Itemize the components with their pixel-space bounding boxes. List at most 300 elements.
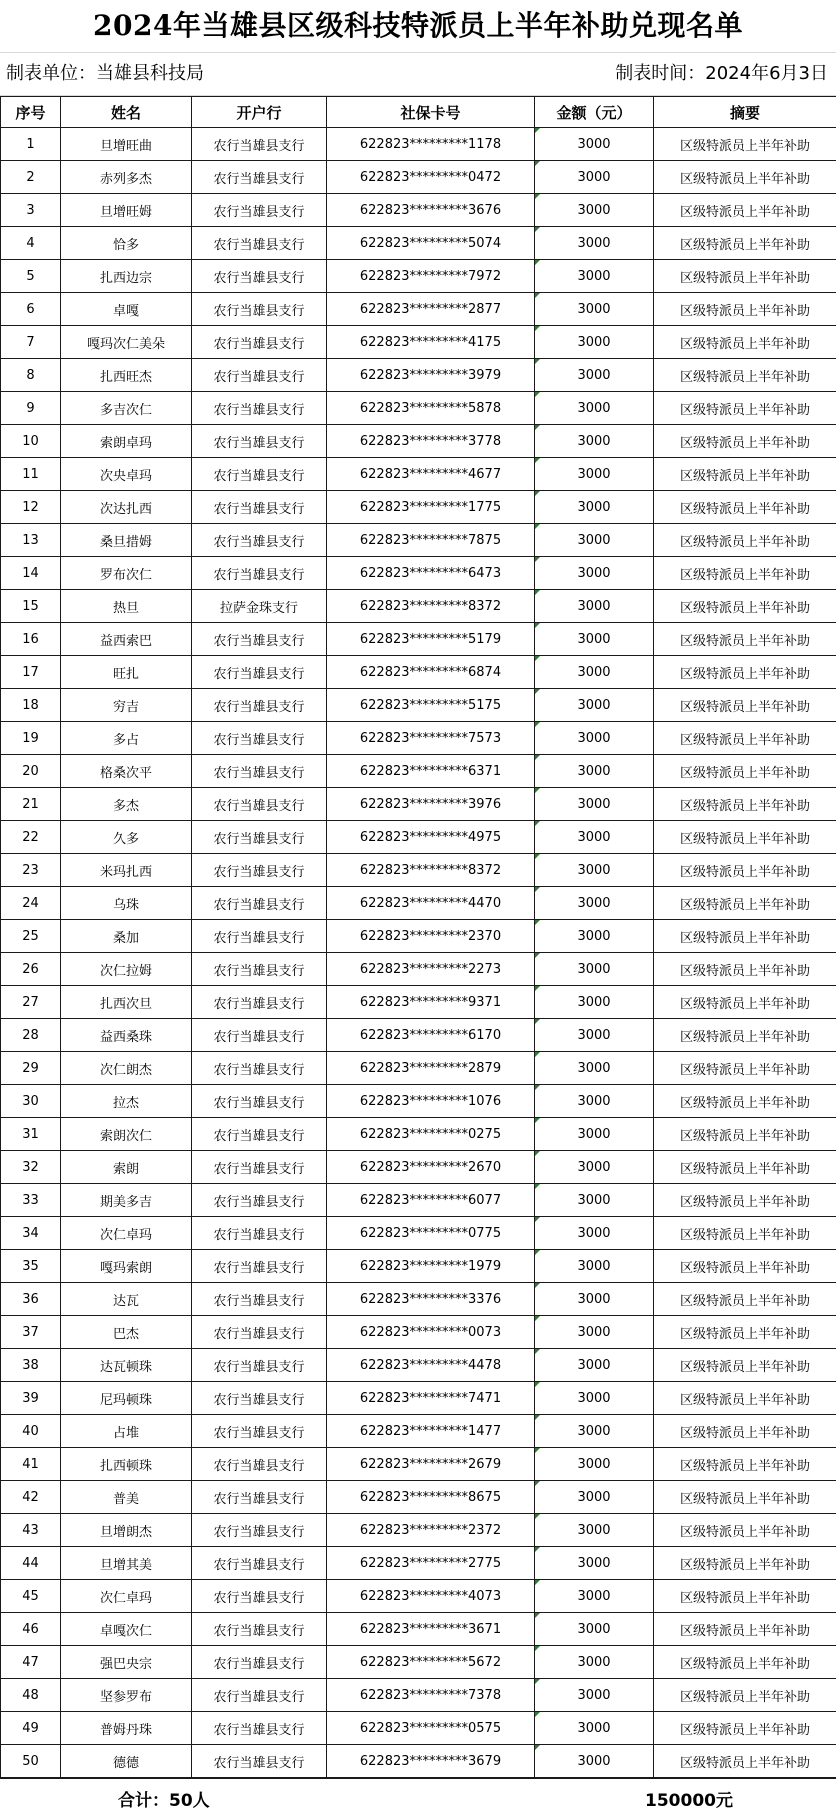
cell-name[interactable]: 期美多吉: [61, 1184, 192, 1217]
cell-seq[interactable]: 14: [1, 557, 61, 590]
cell-card[interactable]: 622823*********8372: [327, 590, 535, 623]
cell-name[interactable]: 米玛扎西: [61, 854, 192, 887]
cell-bank[interactable]: 农行当雄县支行: [192, 1646, 327, 1679]
cell-card[interactable]: 622823*********2273: [327, 953, 535, 986]
cell-name[interactable]: 索朗次仁: [61, 1118, 192, 1151]
cell-amount[interactable]: 3000: [535, 293, 654, 326]
cell-name[interactable]: 次央卓玛: [61, 458, 192, 491]
cell-amount[interactable]: 3000: [535, 1679, 654, 1712]
cell-name[interactable]: 扎西旺杰: [61, 359, 192, 392]
cell-amount[interactable]: 3000: [535, 755, 654, 788]
cell-seq[interactable]: 30: [1, 1085, 61, 1118]
cell-card[interactable]: 622823*********0775: [327, 1217, 535, 1250]
cell-bank[interactable]: 农行当雄县支行: [192, 920, 327, 953]
cell-card[interactable]: 622823*********2670: [327, 1151, 535, 1184]
cell-seq[interactable]: 24: [1, 887, 61, 920]
cell-card[interactable]: 622823*********4478: [327, 1349, 535, 1382]
cell-card[interactable]: 622823*********3976: [327, 788, 535, 821]
cell-seq[interactable]: 21: [1, 788, 61, 821]
cell-amount[interactable]: 3000: [535, 920, 654, 953]
cell-card[interactable]: 622823*********4470: [327, 887, 535, 920]
cell-name[interactable]: 多杰: [61, 788, 192, 821]
cell-name[interactable]: 卓嘎: [61, 293, 192, 326]
cell-seq[interactable]: 25: [1, 920, 61, 953]
cell-bank[interactable]: 农行当雄县支行: [192, 1019, 327, 1052]
cell-card[interactable]: 622823*********1477: [327, 1415, 535, 1448]
cell-amount[interactable]: 3000: [535, 1250, 654, 1283]
cell-card[interactable]: 622823*********6077: [327, 1184, 535, 1217]
cell-card[interactable]: 622823*********1775: [327, 491, 535, 524]
cell-seq[interactable]: 40: [1, 1415, 61, 1448]
cell-bank[interactable]: 农行当雄县支行: [192, 1712, 327, 1745]
cell-amount[interactable]: 3000: [535, 128, 654, 161]
cell-seq[interactable]: 7: [1, 326, 61, 359]
cell-bank[interactable]: 农行当雄县支行: [192, 689, 327, 722]
cell-bank[interactable]: 农行当雄县支行: [192, 425, 327, 458]
cell-amount[interactable]: 3000: [535, 557, 654, 590]
cell-name[interactable]: 旦增旺姆: [61, 194, 192, 227]
cell-bank[interactable]: 农行当雄县支行: [192, 821, 327, 854]
cell-bank[interactable]: 农行当雄县支行: [192, 260, 327, 293]
cell-name[interactable]: 旦增旺曲: [61, 128, 192, 161]
cell-bank[interactable]: 拉萨金珠支行: [192, 590, 327, 623]
cell-seq[interactable]: 10: [1, 425, 61, 458]
cell-card[interactable]: 622823*********0575: [327, 1712, 535, 1745]
header-memo[interactable]: 摘要: [654, 97, 836, 128]
cell-card[interactable]: 622823*********3979: [327, 359, 535, 392]
cell-name[interactable]: 桑加: [61, 920, 192, 953]
cell-name[interactable]: 嘎玛索朗: [61, 1250, 192, 1283]
cell-seq[interactable]: 11: [1, 458, 61, 491]
cell-bank[interactable]: 农行当雄县支行: [192, 524, 327, 557]
cell-card[interactable]: 622823*********6473: [327, 557, 535, 590]
cell-amount[interactable]: 3000: [535, 1481, 654, 1514]
cell-memo[interactable]: 区级特派员上半年补助: [654, 227, 836, 260]
cell-memo[interactable]: 区级特派员上半年补助: [654, 1415, 836, 1448]
cell-bank[interactable]: 农行当雄县支行: [192, 1118, 327, 1151]
cell-amount[interactable]: 3000: [535, 1151, 654, 1184]
cell-memo[interactable]: 区级特派员上半年补助: [654, 920, 836, 953]
cell-memo[interactable]: 区级特派员上半年补助: [654, 128, 836, 161]
cell-amount[interactable]: 3000: [535, 1019, 654, 1052]
cell-name[interactable]: 达瓦顿珠: [61, 1349, 192, 1382]
cell-memo[interactable]: 区级特派员上半年补助: [654, 1613, 836, 1646]
cell-seq[interactable]: 5: [1, 260, 61, 293]
cell-memo[interactable]: 区级特派员上半年补助: [654, 1184, 836, 1217]
total-count[interactable]: 合计：50人: [118, 1791, 210, 1811]
cell-amount[interactable]: 3000: [535, 1118, 654, 1151]
cell-name[interactable]: 乌珠: [61, 887, 192, 920]
cell-name[interactable]: 普姆丹珠: [61, 1712, 192, 1745]
cell-memo[interactable]: 区级特派员上半年补助: [654, 755, 836, 788]
cell-amount[interactable]: 3000: [535, 1646, 654, 1679]
cell-name[interactable]: 赤列多杰: [61, 161, 192, 194]
cell-amount[interactable]: 3000: [535, 458, 654, 491]
cell-bank[interactable]: 农行当雄县支行: [192, 326, 327, 359]
cell-memo[interactable]: 区级特派员上半年补助: [654, 458, 836, 491]
cell-bank[interactable]: 农行当雄县支行: [192, 755, 327, 788]
cell-name[interactable]: 索朗: [61, 1151, 192, 1184]
cell-memo[interactable]: 区级特派员上半年补助: [654, 194, 836, 227]
cell-card[interactable]: 622823*********2372: [327, 1514, 535, 1547]
cell-name[interactable]: 桑旦措姆: [61, 524, 192, 557]
cell-seq[interactable]: 46: [1, 1613, 61, 1646]
cell-memo[interactable]: 区级特派员上半年补助: [654, 1250, 836, 1283]
cell-amount[interactable]: 3000: [535, 491, 654, 524]
cell-memo[interactable]: 区级特派员上半年补助: [654, 623, 836, 656]
cell-card[interactable]: 622823*********4175: [327, 326, 535, 359]
cell-seq[interactable]: 9: [1, 392, 61, 425]
cell-card[interactable]: 622823*********3671: [327, 1613, 535, 1646]
cell-seq[interactable]: 32: [1, 1151, 61, 1184]
cell-seq[interactable]: 22: [1, 821, 61, 854]
cell-amount[interactable]: 3000: [535, 1745, 654, 1778]
cell-card[interactable]: 622823*********6170: [327, 1019, 535, 1052]
cell-seq[interactable]: 17: [1, 656, 61, 689]
cell-card[interactable]: 622823*********5179: [327, 623, 535, 656]
cell-memo[interactable]: 区级特派员上半年补助: [654, 1316, 836, 1349]
cell-seq[interactable]: 6: [1, 293, 61, 326]
cell-memo[interactable]: 区级特派员上半年补助: [654, 392, 836, 425]
cell-card[interactable]: 622823*********5074: [327, 227, 535, 260]
cell-bank[interactable]: 农行当雄县支行: [192, 458, 327, 491]
cell-amount[interactable]: 3000: [535, 722, 654, 755]
cell-seq[interactable]: 8: [1, 359, 61, 392]
cell-bank[interactable]: 农行当雄县支行: [192, 1052, 327, 1085]
cell-name[interactable]: 次仁拉姆: [61, 953, 192, 986]
cell-seq[interactable]: 20: [1, 755, 61, 788]
cell-name[interactable]: 次仁卓玛: [61, 1580, 192, 1613]
cell-memo[interactable]: 区级特派员上半年补助: [654, 293, 836, 326]
cell-name[interactable]: 扎西次旦: [61, 986, 192, 1019]
cell-card[interactable]: 622823*********8675: [327, 1481, 535, 1514]
header-seq[interactable]: 序号: [1, 97, 61, 128]
cell-amount[interactable]: 3000: [535, 1349, 654, 1382]
cell-amount[interactable]: 3000: [535, 1514, 654, 1547]
cell-seq[interactable]: 16: [1, 623, 61, 656]
header-bank[interactable]: 开户行: [192, 97, 327, 128]
cell-bank[interactable]: 农行当雄县支行: [192, 1481, 327, 1514]
cell-seq[interactable]: 29: [1, 1052, 61, 1085]
cell-seq[interactable]: 50: [1, 1745, 61, 1778]
cell-card[interactable]: 622823*********4073: [327, 1580, 535, 1613]
cell-memo[interactable]: 区级特派员上半年补助: [654, 1712, 836, 1745]
cell-card[interactable]: 622823*********7875: [327, 524, 535, 557]
cell-memo[interactable]: 区级特派员上半年补助: [654, 986, 836, 1019]
cell-amount[interactable]: 3000: [535, 194, 654, 227]
cell-memo[interactable]: 区级特派员上半年补助: [654, 887, 836, 920]
cell-seq[interactable]: 1: [1, 128, 61, 161]
cell-seq[interactable]: 28: [1, 1019, 61, 1052]
cell-seq[interactable]: 49: [1, 1712, 61, 1745]
cell-amount[interactable]: 3000: [535, 1382, 654, 1415]
cell-seq[interactable]: 48: [1, 1679, 61, 1712]
cell-card[interactable]: 622823*********3376: [327, 1283, 535, 1316]
cell-name[interactable]: 热旦: [61, 590, 192, 623]
cell-card[interactable]: 622823*********5672: [327, 1646, 535, 1679]
cell-amount[interactable]: 3000: [535, 326, 654, 359]
cell-bank[interactable]: 农行当雄县支行: [192, 1184, 327, 1217]
cell-card[interactable]: 622823*********3676: [327, 194, 535, 227]
cell-name[interactable]: 多吉次仁: [61, 392, 192, 425]
cell-seq[interactable]: 39: [1, 1382, 61, 1415]
cell-bank[interactable]: 农行当雄县支行: [192, 1283, 327, 1316]
cell-memo[interactable]: 区级特派员上半年补助: [654, 1052, 836, 1085]
cell-seq[interactable]: 33: [1, 1184, 61, 1217]
cell-memo[interactable]: 区级特派员上半年补助: [654, 1118, 836, 1151]
cell-memo[interactable]: 区级特派员上半年补助: [654, 1481, 836, 1514]
cell-memo[interactable]: 区级特派员上半年补助: [654, 1283, 836, 1316]
cell-memo[interactable]: 区级特派员上半年补助: [654, 524, 836, 557]
cell-name[interactable]: 罗布次仁: [61, 557, 192, 590]
cell-bank[interactable]: 农行当雄县支行: [192, 128, 327, 161]
cell-memo[interactable]: 区级特派员上半年补助: [654, 1514, 836, 1547]
cell-name[interactable]: 穷吉: [61, 689, 192, 722]
cell-name[interactable]: 嘎玛次仁美朵: [61, 326, 192, 359]
cell-memo[interactable]: 区级特派员上半年补助: [654, 1217, 836, 1250]
cell-bank[interactable]: 农行当雄县支行: [192, 1580, 327, 1613]
cell-seq[interactable]: 47: [1, 1646, 61, 1679]
cell-bank[interactable]: 农行当雄县支行: [192, 788, 327, 821]
cell-seq[interactable]: 3: [1, 194, 61, 227]
cell-bank[interactable]: 农行当雄县支行: [192, 1613, 327, 1646]
cell-memo[interactable]: 区级特派员上半年补助: [654, 425, 836, 458]
cell-seq[interactable]: 36: [1, 1283, 61, 1316]
cell-memo[interactable]: 区级特派员上半年补助: [654, 1547, 836, 1580]
cell-memo[interactable]: 区级特派员上半年补助: [654, 1382, 836, 1415]
cell-card[interactable]: 622823*********2879: [327, 1052, 535, 1085]
cell-name[interactable]: 格桑次平: [61, 755, 192, 788]
cell-bank[interactable]: 农行当雄县支行: [192, 986, 327, 1019]
cell-bank[interactable]: 农行当雄县支行: [192, 557, 327, 590]
cell-name[interactable]: 益西桑珠: [61, 1019, 192, 1052]
cell-amount[interactable]: 3000: [535, 1217, 654, 1250]
cell-seq[interactable]: 38: [1, 1349, 61, 1382]
cell-bank[interactable]: 农行当雄县支行: [192, 656, 327, 689]
cell-amount[interactable]: 3000: [535, 953, 654, 986]
cell-name[interactable]: 次仁朗杰: [61, 1052, 192, 1085]
cell-bank[interactable]: 农行当雄县支行: [192, 161, 327, 194]
cell-amount[interactable]: 3000: [535, 227, 654, 260]
cell-amount[interactable]: 3000: [535, 788, 654, 821]
cell-amount[interactable]: 3000: [535, 590, 654, 623]
cell-seq[interactable]: 26: [1, 953, 61, 986]
cell-bank[interactable]: 农行当雄县支行: [192, 1250, 327, 1283]
cell-bank[interactable]: 农行当雄县支行: [192, 1217, 327, 1250]
cell-seq[interactable]: 35: [1, 1250, 61, 1283]
cell-card[interactable]: 622823*********6874: [327, 656, 535, 689]
cell-bank[interactable]: 农行当雄县支行: [192, 491, 327, 524]
cell-memo[interactable]: 区级特派员上半年补助: [654, 590, 836, 623]
cell-name[interactable]: 德德: [61, 1745, 192, 1778]
cell-card[interactable]: 622823*********0073: [327, 1316, 535, 1349]
cell-bank[interactable]: 农行当雄县支行: [192, 359, 327, 392]
cell-bank[interactable]: 农行当雄县支行: [192, 1745, 327, 1778]
cell-seq[interactable]: 42: [1, 1481, 61, 1514]
total-amount[interactable]: 150000元: [645, 1791, 733, 1811]
cell-name[interactable]: 尼玛顿珠: [61, 1382, 192, 1415]
cell-name[interactable]: 占堆: [61, 1415, 192, 1448]
cell-bank[interactable]: 农行当雄县支行: [192, 854, 327, 887]
cell-memo[interactable]: 区级特派员上半年补助: [654, 656, 836, 689]
cell-memo[interactable]: 区级特派员上半年补助: [654, 1646, 836, 1679]
cell-seq[interactable]: 13: [1, 524, 61, 557]
cell-card[interactable]: 622823*********6371: [327, 755, 535, 788]
cell-card[interactable]: 622823*********5878: [327, 392, 535, 425]
cell-name[interactable]: 扎西边宗: [61, 260, 192, 293]
cell-card[interactable]: 622823*********4677: [327, 458, 535, 491]
cell-name[interactable]: 多占: [61, 722, 192, 755]
cell-seq[interactable]: 37: [1, 1316, 61, 1349]
cell-card[interactable]: 622823*********0275: [327, 1118, 535, 1151]
cell-amount[interactable]: 3000: [535, 656, 654, 689]
cell-memo[interactable]: 区级特派员上半年补助: [654, 1580, 836, 1613]
header-card[interactable]: 社保卡号: [327, 97, 535, 128]
cell-name[interactable]: 坚参罗布: [61, 1679, 192, 1712]
cell-amount[interactable]: 3000: [535, 359, 654, 392]
cell-card[interactable]: 622823*********2370: [327, 920, 535, 953]
cell-amount[interactable]: 3000: [535, 1448, 654, 1481]
cell-memo[interactable]: 区级特派员上半年补助: [654, 1349, 836, 1382]
cell-memo[interactable]: 区级特派员上半年补助: [654, 1679, 836, 1712]
cell-bank[interactable]: 农行当雄县支行: [192, 722, 327, 755]
cell-card[interactable]: 622823*********5175: [327, 689, 535, 722]
cell-memo[interactable]: 区级特派员上半年补助: [654, 854, 836, 887]
header-name[interactable]: 姓名: [61, 97, 192, 128]
cell-card[interactable]: 622823*********2679: [327, 1448, 535, 1481]
cell-amount[interactable]: 3000: [535, 425, 654, 458]
cell-name[interactable]: 旺扎: [61, 656, 192, 689]
cell-memo[interactable]: 区级特派员上半年补助: [654, 821, 836, 854]
cell-seq[interactable]: 2: [1, 161, 61, 194]
cell-name[interactable]: 卓嘎次仁: [61, 1613, 192, 1646]
cell-bank[interactable]: 农行当雄县支行: [192, 887, 327, 920]
cell-seq[interactable]: 45: [1, 1580, 61, 1613]
cell-memo[interactable]: 区级特派员上半年补助: [654, 326, 836, 359]
cell-card[interactable]: 622823*********3679: [327, 1745, 535, 1778]
cell-seq[interactable]: 12: [1, 491, 61, 524]
cell-bank[interactable]: 农行当雄县支行: [192, 1151, 327, 1184]
cell-seq[interactable]: 34: [1, 1217, 61, 1250]
cell-seq[interactable]: 15: [1, 590, 61, 623]
cell-amount[interactable]: 3000: [535, 1415, 654, 1448]
cell-bank[interactable]: 农行当雄县支行: [192, 1514, 327, 1547]
cell-card[interactable]: 622823*********4975: [327, 821, 535, 854]
cell-bank[interactable]: 农行当雄县支行: [192, 1316, 327, 1349]
cell-bank[interactable]: 农行当雄县支行: [192, 1085, 327, 1118]
cell-name[interactable]: 益西索巴: [61, 623, 192, 656]
cell-memo[interactable]: 区级特派员上半年补助: [654, 1019, 836, 1052]
cell-amount[interactable]: 3000: [535, 821, 654, 854]
cell-amount[interactable]: 3000: [535, 161, 654, 194]
cell-bank[interactable]: 农行当雄县支行: [192, 293, 327, 326]
cell-name[interactable]: 拉杰: [61, 1085, 192, 1118]
cell-seq[interactable]: 31: [1, 1118, 61, 1151]
cell-card[interactable]: 622823*********8372: [327, 854, 535, 887]
cell-amount[interactable]: 3000: [535, 623, 654, 656]
cell-bank[interactable]: 农行当雄县支行: [192, 1547, 327, 1580]
cell-card[interactable]: 622823*********7471: [327, 1382, 535, 1415]
cell-card[interactable]: 622823*********7972: [327, 260, 535, 293]
cell-amount[interactable]: 3000: [535, 887, 654, 920]
cell-bank[interactable]: 农行当雄县支行: [192, 227, 327, 260]
cell-name[interactable]: 次达扎西: [61, 491, 192, 524]
cell-amount[interactable]: 3000: [535, 1547, 654, 1580]
cell-seq[interactable]: 18: [1, 689, 61, 722]
cell-seq[interactable]: 4: [1, 227, 61, 260]
cell-name[interactable]: 久多: [61, 821, 192, 854]
cell-card[interactable]: 622823*********3778: [327, 425, 535, 458]
cell-card[interactable]: 622823*********1979: [327, 1250, 535, 1283]
cell-memo[interactable]: 区级特派员上半年补助: [654, 788, 836, 821]
cell-name[interactable]: 强巴央宗: [61, 1646, 192, 1679]
cell-amount[interactable]: 3000: [535, 1613, 654, 1646]
cell-seq[interactable]: 27: [1, 986, 61, 1019]
cell-name[interactable]: 达瓦: [61, 1283, 192, 1316]
cell-bank[interactable]: 农行当雄县支行: [192, 953, 327, 986]
cell-name[interactable]: 恰多: [61, 227, 192, 260]
cell-card[interactable]: 622823*********1178: [327, 128, 535, 161]
cell-seq[interactable]: 41: [1, 1448, 61, 1481]
cell-card[interactable]: 622823*********9371: [327, 986, 535, 1019]
cell-seq[interactable]: 44: [1, 1547, 61, 1580]
cell-bank[interactable]: 农行当雄县支行: [192, 1349, 327, 1382]
cell-name[interactable]: 旦增朗杰: [61, 1514, 192, 1547]
cell-bank[interactable]: 农行当雄县支行: [192, 623, 327, 656]
cell-seq[interactable]: 23: [1, 854, 61, 887]
cell-card[interactable]: 622823*********1076: [327, 1085, 535, 1118]
cell-amount[interactable]: 3000: [535, 524, 654, 557]
cell-name[interactable]: 旦增其美: [61, 1547, 192, 1580]
cell-card[interactable]: 622823*********7573: [327, 722, 535, 755]
cell-bank[interactable]: 农行当雄县支行: [192, 1448, 327, 1481]
cell-amount[interactable]: 3000: [535, 1283, 654, 1316]
cell-name[interactable]: 索朗卓玛: [61, 425, 192, 458]
cell-amount[interactable]: 3000: [535, 1052, 654, 1085]
cell-seq[interactable]: 19: [1, 722, 61, 755]
cell-memo[interactable]: 区级特派员上半年补助: [654, 722, 836, 755]
cell-amount[interactable]: 3000: [535, 1316, 654, 1349]
cell-name[interactable]: 次仁卓玛: [61, 1217, 192, 1250]
cell-memo[interactable]: 区级特派员上半年补助: [654, 953, 836, 986]
cell-card[interactable]: 622823*********2877: [327, 293, 535, 326]
cell-memo[interactable]: 区级特派员上半年补助: [654, 1085, 836, 1118]
cell-memo[interactable]: 区级特派员上半年补助: [654, 557, 836, 590]
cell-name[interactable]: 扎西顿珠: [61, 1448, 192, 1481]
cell-memo[interactable]: 区级特派员上半年补助: [654, 359, 836, 392]
cell-seq[interactable]: 43: [1, 1514, 61, 1547]
cell-bank[interactable]: 农行当雄县支行: [192, 194, 327, 227]
cell-memo[interactable]: 区级特派员上半年补助: [654, 689, 836, 722]
cell-card[interactable]: 622823*********7378: [327, 1679, 535, 1712]
cell-memo[interactable]: 区级特派员上半年补助: [654, 260, 836, 293]
cell-bank[interactable]: 农行当雄县支行: [192, 392, 327, 425]
cell-amount[interactable]: 3000: [535, 689, 654, 722]
cell-amount[interactable]: 3000: [535, 854, 654, 887]
cell-amount[interactable]: 3000: [535, 986, 654, 1019]
cell-bank[interactable]: 农行当雄县支行: [192, 1382, 327, 1415]
cell-bank[interactable]: 农行当雄县支行: [192, 1679, 327, 1712]
cell-bank[interactable]: 农行当雄县支行: [192, 1415, 327, 1448]
cell-memo[interactable]: 区级特派员上半年补助: [654, 1745, 836, 1778]
cell-memo[interactable]: 区级特派员上半年补助: [654, 491, 836, 524]
cell-amount[interactable]: 3000: [535, 392, 654, 425]
cell-amount[interactable]: 3000: [535, 1580, 654, 1613]
cell-memo[interactable]: 区级特派员上半年补助: [654, 1151, 836, 1184]
cell-card[interactable]: 622823*********0472: [327, 161, 535, 194]
header-amount[interactable]: 金额（元）: [535, 97, 654, 128]
cell-memo[interactable]: 区级特派员上半年补助: [654, 161, 836, 194]
